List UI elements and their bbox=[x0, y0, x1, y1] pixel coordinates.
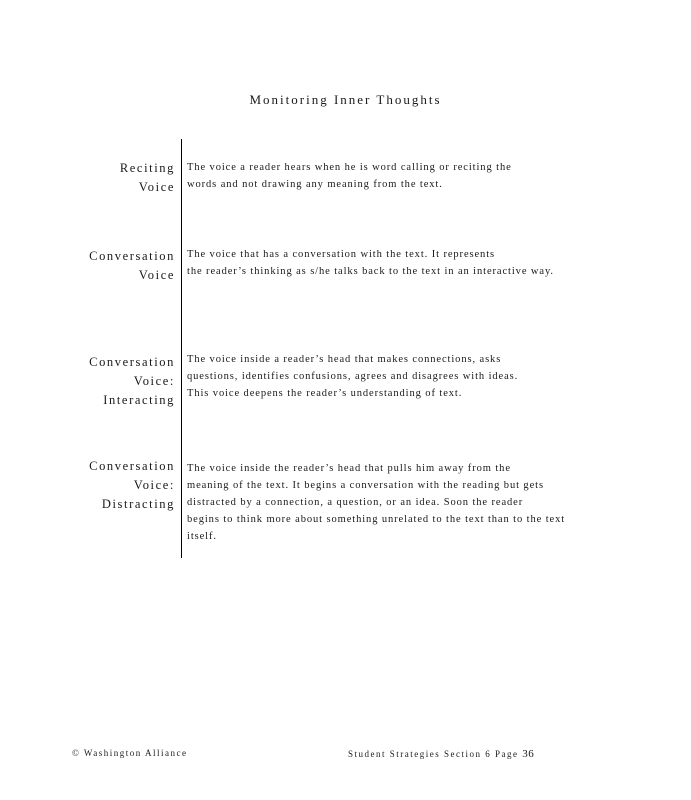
row-description-line: The voice that has a conversation with the text. It represents bbox=[187, 249, 496, 260]
row-label-conversation-distracting bbox=[89, 457, 175, 514]
row-label-reciting-voice bbox=[120, 159, 175, 197]
row-label-line: Interacting bbox=[103, 393, 175, 407]
row-label-conversation-voice bbox=[89, 247, 175, 285]
row-label-line: Conversation bbox=[89, 249, 175, 263]
row-description-line: itself. bbox=[187, 531, 217, 542]
row-label-line: Conversation bbox=[89, 459, 175, 473]
row-description-line: the reader’s thinking as s/he talks back to the text in an interactive way. bbox=[187, 266, 554, 277]
column-divider bbox=[181, 139, 182, 558]
page-number: 36 bbox=[522, 748, 535, 760]
row-description-line: questions, identifies confusions, agrees and disagrees with ideas. bbox=[187, 371, 519, 382]
row-label-line: Conversation bbox=[89, 355, 175, 369]
row-description-line: distracted by a connection, a question, or an idea. Soon the reader bbox=[187, 497, 524, 508]
row-description-line: This voice deepens the reader’s understanding of text. bbox=[187, 388, 463, 399]
row-description-conversation-interacting bbox=[187, 351, 518, 402]
row-description-line: The voice a reader hears when he is word calling or reciting the bbox=[187, 162, 512, 173]
row-description-conversation-voice bbox=[187, 246, 554, 280]
row-label-line: Reciting bbox=[119, 161, 175, 175]
row-label-line: Voice: bbox=[133, 478, 175, 492]
row-label-line: Voice bbox=[138, 180, 175, 194]
row-label-conversation-interacting bbox=[89, 353, 175, 410]
row-label-line: Distracting bbox=[101, 497, 175, 511]
footer-copyright: © Washington Alliance bbox=[72, 748, 188, 758]
row-description-line: The voice inside the reader’s head that pulls him away from the bbox=[187, 463, 511, 474]
footer-section-text: Student Strategies Section 6 Page bbox=[348, 749, 519, 759]
page-title: Monitoring Inner Thoughts bbox=[249, 92, 442, 107]
row-description-line: meaning of the text. It begins a conversation with the reading but gets bbox=[187, 480, 544, 491]
row-description-line: begins to think more about something unrelated to the text than to the text bbox=[187, 514, 566, 525]
footer-page-info bbox=[348, 748, 534, 760]
row-description-line: words and not drawing any meaning from the text. bbox=[187, 179, 443, 190]
row-label-line: Voice: bbox=[133, 374, 175, 388]
row-description-line: The voice inside a reader’s head that makes connections, asks bbox=[187, 354, 502, 365]
row-description-reciting-voice bbox=[187, 159, 512, 193]
row-description-conversation-distracting bbox=[187, 460, 565, 545]
row-label-line: Voice bbox=[138, 268, 175, 282]
